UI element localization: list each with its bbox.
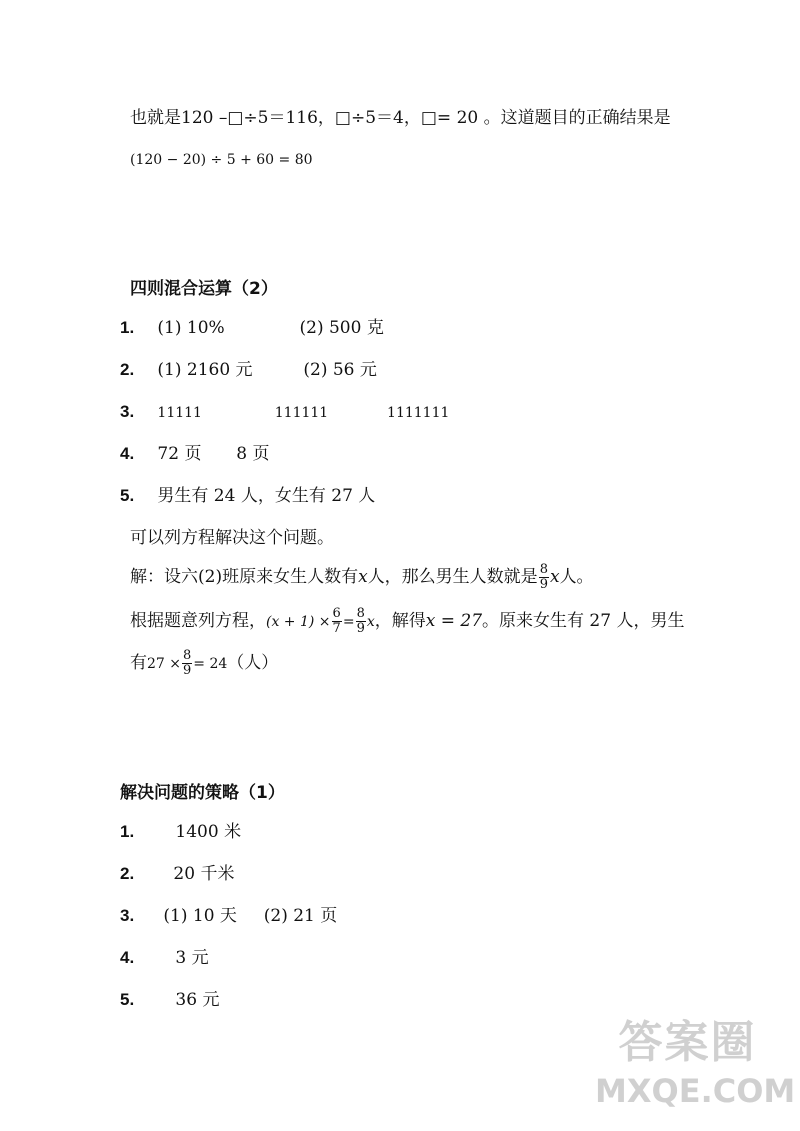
- equation-part: = 24: [193, 656, 228, 672]
- explanation-line-4: [130, 648, 278, 679]
- item-answer-a: 11111: [157, 405, 202, 421]
- watermark-top-text: 答案圈: [618, 1017, 757, 1068]
- fraction: [332, 607, 342, 636]
- item-number: 1.: [120, 318, 135, 337]
- item-answer-a: (1) 10 天: [163, 906, 237, 926]
- item-number: 3.: [120, 906, 135, 925]
- list-item: [120, 442, 270, 466]
- item-answer-a: 20 千米: [173, 864, 235, 884]
- variable-x: x: [549, 567, 560, 587]
- item-number: 4.: [120, 948, 135, 967]
- variable-x: x: [366, 614, 375, 630]
- item-answer-b: (2) 21 页: [263, 906, 338, 926]
- section-title-problem-strategy: 解决问题的策略（1）: [120, 783, 285, 803]
- item-number: 5.: [120, 990, 135, 1009]
- item-answer-a: 36 元: [175, 990, 220, 1010]
- item-answer-a: 1400 米: [175, 822, 242, 842]
- explanation-text: （人）: [227, 653, 279, 673]
- equation-part: (x + 1) ×: [266, 614, 331, 630]
- intro-line-1: 也就是120 –□÷5＝116，□÷5＝4，□= 20 。这道题目的正确结果是: [130, 108, 671, 128]
- item-number: 3.: [120, 402, 135, 421]
- item-answer-a: (1) 10%: [157, 318, 225, 338]
- fraction-denominator: 9: [356, 621, 365, 636]
- explanation-text: 解：设六(2)班原来女生人数有: [130, 567, 359, 587]
- list-item: [120, 400, 449, 425]
- fraction: [356, 607, 366, 636]
- item-number: 4.: [120, 444, 135, 463]
- explanation-line-1: 可以列方程解决这个问题。: [130, 528, 334, 548]
- watermark-logo: [595, 1013, 796, 1123]
- item-answer-a: (1) 2160 元: [157, 360, 253, 380]
- item-answer-b: 8 页: [236, 444, 270, 464]
- explanation-text: 人。: [559, 567, 594, 587]
- explanation-line-2: [130, 562, 594, 592]
- item-answer-a: 男生有 24 人，女生有 27 人: [157, 486, 376, 506]
- explanation-text: ，解得: [374, 611, 426, 631]
- list-item: [120, 484, 375, 508]
- fraction-denominator: 9: [183, 663, 192, 678]
- item-number: 2.: [120, 360, 135, 379]
- fraction-numerator: 8: [539, 562, 548, 577]
- intro-line-2: (120 − 20) ÷ 5 + 60 = 80: [130, 152, 313, 168]
- item-number: 5.: [120, 486, 135, 505]
- equation-part: =: [342, 614, 355, 630]
- list-item: [120, 904, 337, 928]
- item-answer-b: 111111: [274, 405, 329, 421]
- fraction: [539, 563, 549, 592]
- watermark-bottom-text: MXQE.COM: [595, 1072, 796, 1110]
- fraction: [182, 649, 192, 678]
- item-answer-b: (2) 56 元: [303, 360, 377, 380]
- explanation-text: 有: [130, 653, 147, 673]
- explanation-text: 。原来女生有 27 人，男生: [482, 611, 685, 631]
- fraction-numerator: 8: [356, 606, 365, 621]
- fraction-denominator: 7: [332, 621, 341, 636]
- item-number: 1.: [120, 822, 135, 841]
- section-title-mixed-operations: 四则混合运算（2）: [130, 279, 278, 299]
- item-answer-a: 72 页: [157, 444, 202, 464]
- item-answer-a: 3 元: [175, 948, 209, 968]
- fraction-numerator: 8: [183, 648, 192, 663]
- list-item: [120, 820, 241, 844]
- explanation-line-3: [130, 606, 684, 637]
- variable-x: x: [358, 567, 368, 587]
- fraction-denominator: 9: [539, 577, 548, 592]
- list-item: [120, 862, 234, 886]
- item-answer-c: 1111111: [387, 405, 450, 421]
- list-item: [120, 988, 219, 1012]
- item-answer-b: (2) 500 克: [299, 318, 384, 338]
- equation-part: 27 ×: [147, 656, 181, 672]
- explanation-text: 人，那么男生人数就是: [367, 567, 538, 587]
- list-item: [120, 316, 384, 340]
- equation-solution: x = 27: [425, 611, 483, 631]
- list-item: [120, 358, 377, 382]
- fraction-numerator: 6: [332, 606, 341, 621]
- item-number: 2.: [120, 864, 135, 883]
- explanation-text: 根据题意列方程，: [130, 611, 266, 631]
- list-item: [120, 946, 209, 970]
